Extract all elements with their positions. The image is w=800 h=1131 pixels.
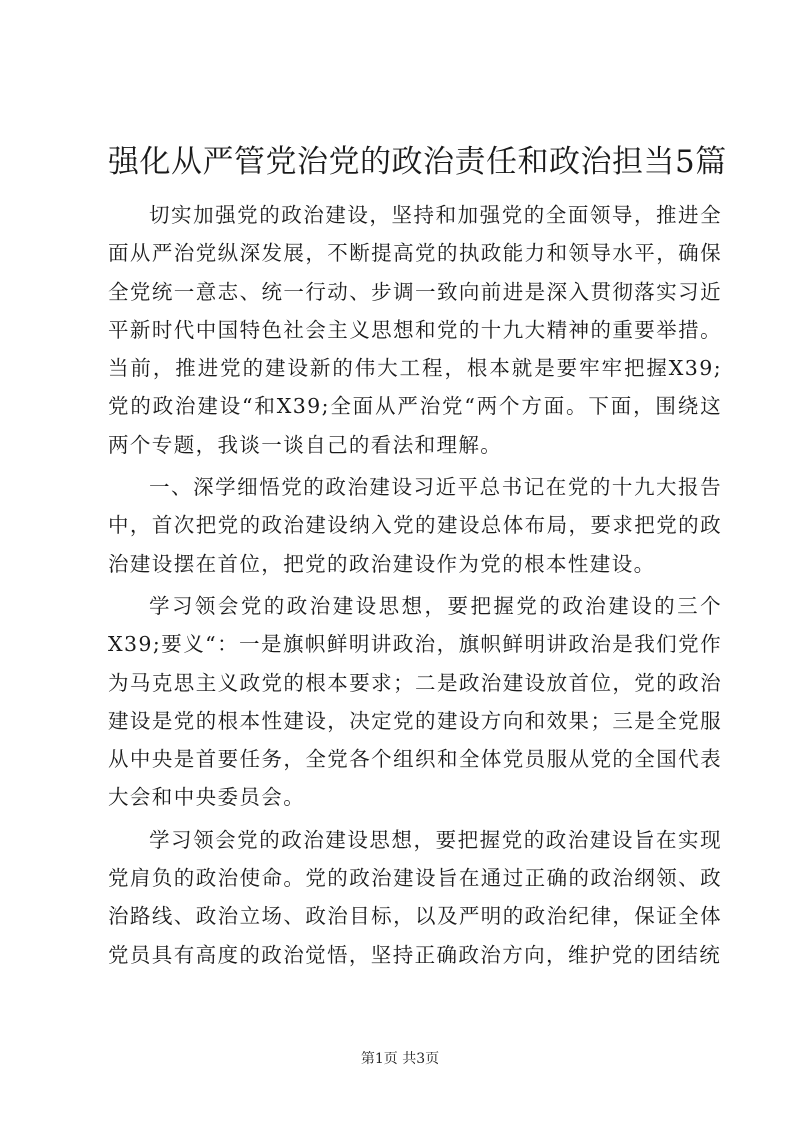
document-body (108, 196, 722, 978)
paragraph-political-mission: 学习领会党的政治建设思想，要把握党的政治建设旨在实现党肩负的政治使命。党的政治建设旨在通过正确的政治纲领、政治路线、政治立场、政治目标，以及严明的政治纪律，保证全体党员具有高度的政治觉悟，坚持正确政治方向，维护党的团结统 (108, 827, 722, 967)
document-title: 强化从严管党治党的政治责任和政治担当5篇 (108, 144, 727, 180)
paragraph-section-one: 一、深学细悟党的政治建设习近平总书记在党的十九大报告中，首次把党的政治建设纳入党的建设总体布局，要求把党的政治建设摆在首位，把党的政治建设作为党的根本性建设。 (108, 475, 722, 576)
paragraph-three-essentials: 学习领会党的政治建设思想，要把握党的政治建设的三个X39;要义“：一是旗帜鲜明讲政治，旗帜鲜明讲政治是我们党作为马克思主义政党的根本要求；二是政治建设放首位，党的政治建设是党的根本性建设，决定党的建设方向和效果；三是全党服从中央是首要任务，全党各个组织和全体党员服从党的全国代表大会和中央委员会。 (108, 593, 722, 810)
page-footer (0, 1049, 800, 1069)
paragraph-intro: 切实加强党的政治建设，坚持和加强党的全面领导，推进全面从严治党纵深发展，不断提高党的执政能力和领导水平，确保全党统一意志、统一行动、步调一致向前进是深入贯彻落实习近平新时代中国特色社会主义思想和党的十九大精神的重要举措。当前，推进党的建设新的伟大工程，根本就是要牢牢把握X39;党的政治建设“和X39;全面从严治党“两个方面。下面，围绕这两个专题，我谈一谈自己的看法和理解。 (108, 203, 722, 457)
page-number: 第1页 共3页 (360, 1051, 440, 1067)
